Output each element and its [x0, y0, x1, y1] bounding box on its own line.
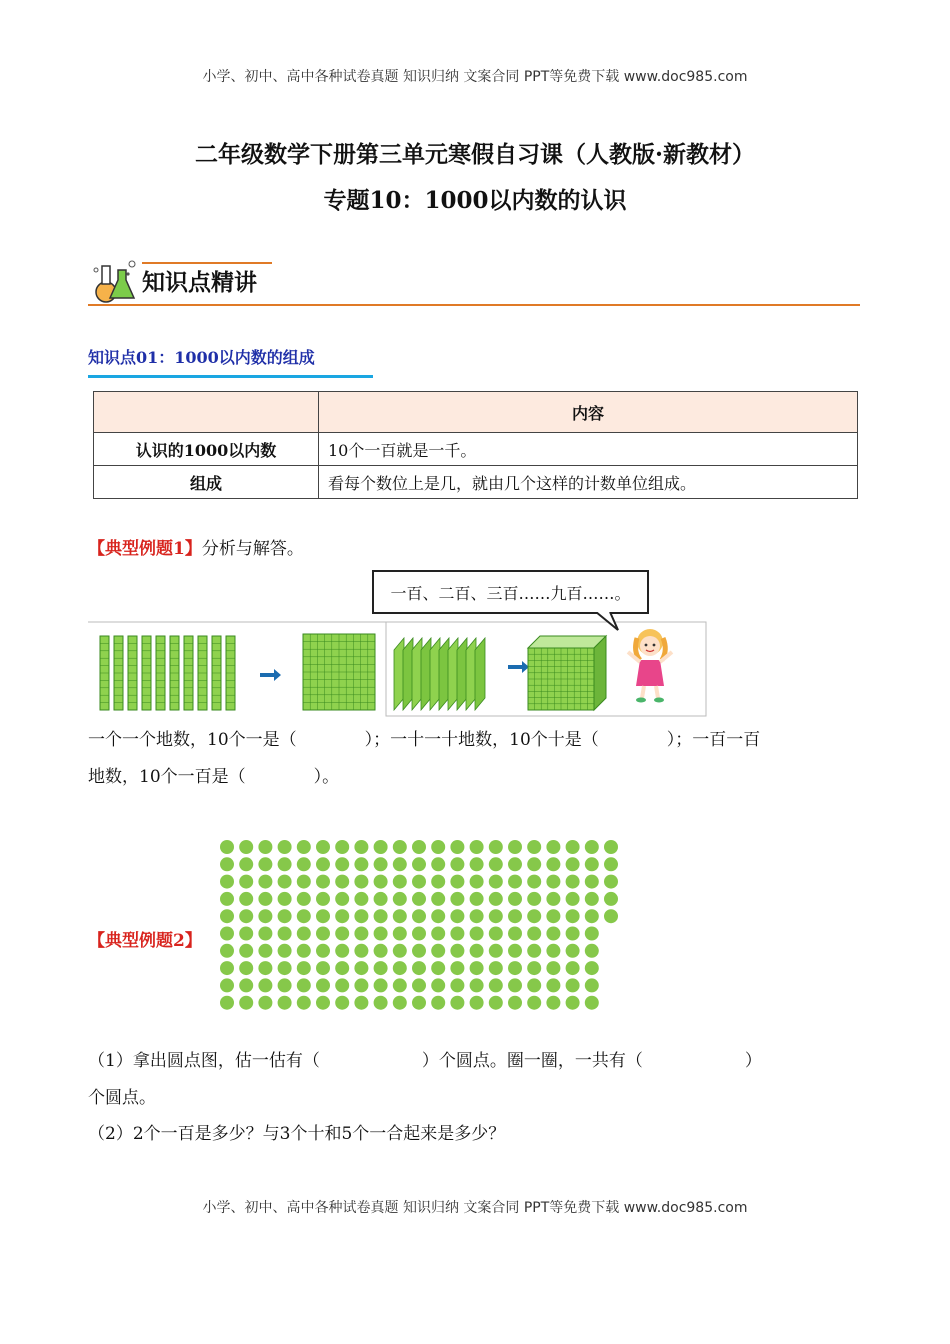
dot: [566, 944, 580, 958]
dot: [374, 875, 388, 889]
dot: [527, 909, 541, 923]
dot: [450, 961, 464, 975]
dot: [431, 996, 445, 1010]
dot: [585, 996, 599, 1010]
table-row: [94, 433, 858, 466]
dot: [566, 909, 580, 923]
dot: [508, 857, 522, 871]
dot: [258, 892, 272, 906]
thousand-cube: [528, 636, 606, 710]
dot: [431, 875, 445, 889]
dot: [297, 857, 311, 871]
dot: [220, 909, 234, 923]
dot: [278, 978, 292, 992]
section-heading: [88, 256, 860, 306]
dot: [354, 840, 368, 854]
dot: [508, 892, 522, 906]
dot: [374, 840, 388, 854]
dot: [546, 996, 560, 1010]
dot: [239, 840, 253, 854]
dot: [412, 944, 426, 958]
dot: [489, 978, 503, 992]
dot: [297, 996, 311, 1010]
dot: [354, 978, 368, 992]
dot: [431, 944, 445, 958]
table-cell: 组成: [94, 466, 319, 499]
dot: [278, 961, 292, 975]
dot: [470, 996, 484, 1010]
dot: [450, 978, 464, 992]
dot: [374, 909, 388, 923]
knowledge-point-title: 知识点01：1000以内数的组成: [88, 348, 315, 367]
dot: [258, 857, 272, 871]
dot: [335, 892, 349, 906]
dot: [566, 857, 580, 871]
dot: [335, 944, 349, 958]
dot: [354, 944, 368, 958]
dot: [354, 892, 368, 906]
table-cell: 看每个数位上是几，就由几个这样的计数单位组成。: [319, 466, 858, 499]
document-title: 二年级数学下册第三单元寒假自习课（人教版·新教材）: [194, 141, 755, 168]
dot: [239, 909, 253, 923]
dot-grid: [214, 836, 634, 1016]
girl-illustration: [628, 629, 672, 703]
dot: [431, 927, 445, 941]
dot: [278, 909, 292, 923]
dot: [585, 927, 599, 941]
hundred-flat: [303, 634, 375, 710]
dot: [489, 840, 503, 854]
dot: [297, 909, 311, 923]
dot: [316, 978, 330, 992]
dot: [450, 857, 464, 871]
speech-bubble-tail: [596, 612, 620, 632]
dot: [220, 927, 234, 941]
dot: [527, 840, 541, 854]
dot: [450, 927, 464, 941]
example2-label: 【典型例题2】: [88, 931, 202, 951]
dot: [374, 978, 388, 992]
dot: [489, 961, 503, 975]
dot: [297, 961, 311, 975]
dot: [450, 875, 464, 889]
dot: [258, 944, 272, 958]
dot: [566, 892, 580, 906]
dot: [508, 875, 522, 889]
section-title-overline: [142, 262, 272, 264]
dot: [585, 840, 599, 854]
dot: [220, 961, 234, 975]
dot: [508, 909, 522, 923]
dot: [278, 892, 292, 906]
example2-q2: （2）2个一百是多少？与3个十和5个一合起来是多少？: [88, 1124, 506, 1144]
dot: [316, 927, 330, 941]
example2-q1-line1: （1）拿出圆点图，估一估有（ ）个圆点。圈一圈，一共有（ ）: [88, 1051, 762, 1071]
dot: [489, 857, 503, 871]
dot: [258, 978, 272, 992]
dot: [374, 961, 388, 975]
dot: [354, 857, 368, 871]
dot: [393, 961, 407, 975]
dot: [566, 875, 580, 889]
ten-rods: [100, 636, 235, 710]
dot: [585, 875, 599, 889]
dot: [508, 840, 522, 854]
dot: [393, 875, 407, 889]
dot: [546, 927, 560, 941]
dot: [239, 892, 253, 906]
dot: [412, 892, 426, 906]
dot: [297, 927, 311, 941]
dot: [450, 996, 464, 1010]
dot: [297, 840, 311, 854]
dot: [546, 978, 560, 992]
dot: [527, 961, 541, 975]
example2-q1-line2: 个圆点。: [88, 1088, 156, 1108]
dot: [278, 840, 292, 854]
stack-of-flats: [394, 638, 485, 710]
speech-bubble: 一百、二百、三百……九百……。: [372, 570, 649, 614]
dot: [335, 840, 349, 854]
page-header: 小学、初中、高中各种试卷真题 知识归纳 文案合同 PPT等免费下载 www.doc985.com: [202, 69, 748, 85]
dot: [335, 857, 349, 871]
dot: [546, 875, 560, 889]
dot: [566, 978, 580, 992]
arrow-icon: [260, 669, 281, 681]
example1-heading: [88, 534, 304, 559]
dot: [527, 996, 541, 1010]
table-row: [94, 466, 858, 499]
dot: [470, 909, 484, 923]
dot: [527, 927, 541, 941]
dot: [220, 840, 234, 854]
dot: [297, 978, 311, 992]
dot: [604, 909, 618, 923]
dot: [585, 978, 599, 992]
dot: [412, 857, 426, 871]
base-ten-blocks-illustration: [88, 620, 708, 718]
dot: [508, 927, 522, 941]
dot: [220, 978, 234, 992]
dot: [527, 978, 541, 992]
dot: [489, 909, 503, 923]
dot: [393, 909, 407, 923]
dot: [393, 996, 407, 1010]
dot: [489, 875, 503, 889]
dot: [220, 892, 234, 906]
dot: [470, 840, 484, 854]
dot: [604, 840, 618, 854]
dot: [239, 961, 253, 975]
dot: [450, 944, 464, 958]
dot: [220, 857, 234, 871]
dot: [278, 875, 292, 889]
dot: [450, 909, 464, 923]
dot: [604, 892, 618, 906]
dot: [489, 927, 503, 941]
dot: [316, 875, 330, 889]
dot: [566, 996, 580, 1010]
dot: [431, 857, 445, 871]
dot: [316, 996, 330, 1010]
dot: [316, 961, 330, 975]
dot: [316, 892, 330, 906]
dot: [239, 927, 253, 941]
dot: [297, 892, 311, 906]
dot: [316, 909, 330, 923]
dot: [316, 840, 330, 854]
dot: [354, 875, 368, 889]
dot: [258, 961, 272, 975]
dot: [470, 961, 484, 975]
page-footer: 小学、初中、高中各种试卷真题 知识归纳 文案合同 PPT等免费下载 www.doc985.com: [202, 1200, 748, 1216]
dot: [546, 892, 560, 906]
dot: [335, 909, 349, 923]
dot: [335, 996, 349, 1010]
dot: [431, 978, 445, 992]
dot: [335, 875, 349, 889]
example1-prompt: 分析与解答。: [201, 539, 304, 559]
dot: [546, 944, 560, 958]
dot: [470, 944, 484, 958]
dot: [566, 961, 580, 975]
knowledge-point-underline: [88, 375, 373, 378]
dot: [354, 909, 368, 923]
dot: [527, 875, 541, 889]
arrow-icon: [508, 661, 529, 673]
lab-flask-icon: [88, 256, 140, 306]
dot: [374, 857, 388, 871]
dot: [258, 840, 272, 854]
dot: [546, 840, 560, 854]
dot: [278, 944, 292, 958]
dot: [585, 944, 599, 958]
dot: [393, 927, 407, 941]
dot: [412, 875, 426, 889]
dot: [278, 996, 292, 1010]
dot: [450, 892, 464, 906]
dot: [604, 875, 618, 889]
dot: [374, 996, 388, 1010]
dot: [527, 857, 541, 871]
dot: [566, 840, 580, 854]
example1-label: 【典型例题1】: [88, 539, 202, 559]
dot: [374, 892, 388, 906]
dot: [431, 909, 445, 923]
document-subtitle: 专题10：1000以内数的认识: [323, 187, 627, 214]
dot: [374, 927, 388, 941]
dot: [412, 927, 426, 941]
dot: [546, 857, 560, 871]
dot: [508, 944, 522, 958]
dot: [585, 857, 599, 871]
dot: [278, 927, 292, 941]
dot: [470, 857, 484, 871]
dot: [470, 927, 484, 941]
dot: [393, 857, 407, 871]
dot: [508, 996, 522, 1010]
dot: [546, 961, 560, 975]
table-cell: 认识的1000以内数: [94, 433, 319, 466]
dot: [470, 978, 484, 992]
dot: [489, 944, 503, 958]
dot: [412, 978, 426, 992]
dot: [374, 944, 388, 958]
dot: [354, 996, 368, 1010]
dot: [354, 961, 368, 975]
dot: [258, 875, 272, 889]
dot: [258, 927, 272, 941]
dot: [585, 909, 599, 923]
dot: [278, 857, 292, 871]
dot: [335, 961, 349, 975]
dot: [316, 944, 330, 958]
dot: [220, 996, 234, 1010]
example1-line1: 一个一个地数，10个一是（ ）；一十一十地数，10个十是（ ）；一百一百: [88, 730, 761, 750]
dot: [431, 961, 445, 975]
dot: [258, 996, 272, 1010]
section-divider: [88, 304, 860, 306]
table-header-cell: [94, 392, 319, 433]
dot: [412, 909, 426, 923]
dot: [393, 978, 407, 992]
dot: [470, 892, 484, 906]
dot: [412, 961, 426, 975]
dot: [604, 857, 618, 871]
dot: [220, 944, 234, 958]
dot: [508, 961, 522, 975]
knowledge-table: [93, 391, 858, 499]
dot: [258, 909, 272, 923]
section-title: 知识点精讲: [142, 270, 257, 296]
dot: [239, 875, 253, 889]
dot: [239, 978, 253, 992]
dot: [316, 857, 330, 871]
dot: [470, 875, 484, 889]
dot: [527, 944, 541, 958]
table-cell: 10个一百就是一千。: [319, 433, 858, 466]
dot: [450, 840, 464, 854]
dot: [239, 857, 253, 871]
dot: [354, 927, 368, 941]
dot: [393, 840, 407, 854]
dot: [412, 840, 426, 854]
dot: [412, 996, 426, 1010]
dot: [335, 978, 349, 992]
dot: [546, 909, 560, 923]
dot: [220, 875, 234, 889]
dot: [489, 892, 503, 906]
dot: [508, 978, 522, 992]
dot: [566, 927, 580, 941]
dot: [239, 996, 253, 1010]
table-header-cell: 内容: [319, 392, 858, 433]
dot: [431, 892, 445, 906]
dot: [431, 840, 445, 854]
dot: [489, 996, 503, 1010]
example1-line2: 地数，10个一百是（ ）。: [88, 767, 340, 787]
dot: [393, 892, 407, 906]
dot: [335, 927, 349, 941]
dot: [297, 944, 311, 958]
dot: [393, 944, 407, 958]
table-header-row: [94, 392, 858, 433]
dot: [585, 961, 599, 975]
dot: [239, 944, 253, 958]
dot: [527, 892, 541, 906]
dot: [297, 875, 311, 889]
dot: [585, 892, 599, 906]
